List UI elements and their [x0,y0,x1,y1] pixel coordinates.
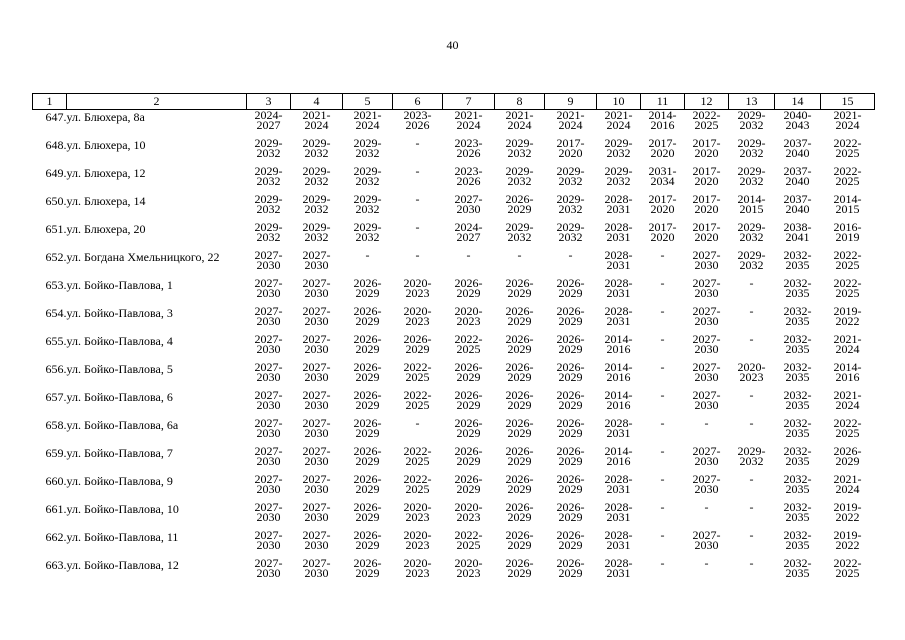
table-row [33,474,875,502]
address-cell: ул. Блюхера, 20 [66,222,146,236]
period-cell: 2027- 2030 [302,556,331,580]
period-cell: - [365,248,370,262]
column-header: 6 [393,94,443,110]
address-cell: ул. Блюхера, 8а [66,110,145,124]
period-cell: 2027- 2030 [692,276,721,300]
period-cell: 2037- 2040 [783,192,812,216]
period-cell: 2027- 2030 [302,444,331,468]
period-cell: 2022- 2025 [403,444,432,468]
period-cell: 2029- 2032 [302,192,331,216]
period-cell: 2017- 2020 [692,136,721,160]
period-cell: 2021- 2024 [505,108,534,132]
period-cell: 2026- 2029 [454,416,483,440]
period-cell: 2027- 2030 [302,416,331,440]
period-cell: 2022- 2025 [403,472,432,496]
period-cell: 2026- 2029 [353,416,382,440]
period-cell: 2027- 2030 [254,360,283,384]
period-cell: 2026- 2029 [505,556,534,580]
row-number: 658. [45,418,67,432]
period-cell: 2027- 2030 [692,248,721,272]
period-cell: - [660,528,665,542]
period-cell: 2027- 2030 [454,192,483,216]
period-cell: 2026- 2029 [505,416,534,440]
period-cell: 2021- 2024 [833,388,862,412]
period-cell: 2028- 2031 [604,220,633,244]
period-cell: - [466,248,471,262]
table-row [33,306,875,334]
period-cell: 2026- 2029 [505,388,534,412]
period-cell: 2022- 2025 [833,416,862,440]
period-cell: - [749,528,754,542]
period-cell: 2027- 2030 [254,528,283,552]
period-cell: 2040- 2043 [783,108,812,132]
period-cell: - [660,444,665,458]
period-cell: 2027- 2030 [254,472,283,496]
period-cell: 2037- 2040 [783,164,812,188]
period-cell: 2028- 2031 [604,528,633,552]
period-cell: 2026- 2029 [556,304,585,328]
period-cell: 2027- 2030 [254,500,283,524]
table-row [33,194,875,222]
period-cell: - [660,276,665,290]
column-header: 12 [685,94,729,110]
period-cell: 2027- 2030 [302,500,331,524]
period-cell: 2020- 2023 [403,500,432,524]
period-cell: 2026- 2029 [505,472,534,496]
period-cell: 2027- 2030 [692,360,721,384]
column-header: 8 [495,94,545,110]
period-cell: - [749,304,754,318]
period-cell: 2027- 2030 [254,276,283,300]
period-cell: - [660,500,665,514]
period-cell: - [415,416,420,430]
period-cell: 2026- 2029 [353,360,382,384]
table-row [33,558,875,586]
period-cell: 2021- 2024 [604,108,633,132]
period-cell: 2029- 2032 [254,164,283,188]
column-header: 5 [343,94,393,110]
period-cell: 2027- 2030 [692,388,721,412]
period-cell: - [749,332,754,346]
table-row [33,418,875,446]
period-cell: 2017- 2020 [648,220,677,244]
period-cell: 2029- 2032 [353,164,382,188]
address-cell: ул. Бойко-Павлова, 6а [66,418,179,432]
period-cell: 2026- 2029 [454,472,483,496]
period-cell: 2026- 2029 [454,444,483,468]
table-row [33,530,875,558]
column-header: 2 [67,94,247,110]
period-cell: 2027- 2030 [302,472,331,496]
period-cell: - [660,472,665,486]
period-cell: 2026- 2029 [353,528,382,552]
period-cell: 2029- 2032 [353,192,382,216]
period-cell: 2026- 2029 [556,388,585,412]
period-cell: 2028- 2031 [604,416,633,440]
period-cell: 2031- 2034 [648,164,677,188]
page-number: 40 [446,38,459,52]
period-cell: 2014- 2015 [833,192,862,216]
row-number: 661. [45,502,67,516]
period-cell: - [749,556,754,570]
period-cell: 2022- 2025 [833,556,862,580]
period-cell: 2027- 2030 [302,360,331,384]
table-row [33,390,875,418]
period-cell: 2027- 2030 [692,444,721,468]
period-cell: 2029- 2032 [302,220,331,244]
column-header: 15 [821,94,875,110]
period-cell: 2029- 2032 [737,248,766,272]
period-cell: 2028- 2031 [604,472,633,496]
period-cell: 2028- 2031 [604,276,633,300]
column-header: 7 [443,94,495,110]
column-header: 4 [291,94,343,110]
period-cell: 2028- 2031 [604,192,633,216]
period-cell: 2021- 2024 [833,108,862,132]
period-cell: 2028- 2031 [604,248,633,272]
address-cell: ул. Бойко-Павлова, 4 [66,334,173,348]
row-number: 657. [45,390,67,404]
period-cell: 2021- 2024 [833,332,862,356]
period-cell: 2026- 2029 [505,360,534,384]
period-cell: 2022- 2025 [403,388,432,412]
period-cell: 2022- 2025 [692,108,721,132]
period-cell: 2019- 2022 [833,304,862,328]
period-cell: 2026- 2029 [556,556,585,580]
period-cell: 2022- 2025 [833,248,862,272]
period-cell: - [704,416,709,430]
table-row [33,362,875,390]
period-cell: 2027- 2030 [302,304,331,328]
period-cell: 2026- 2029 [454,360,483,384]
period-cell: 2023- 2026 [403,108,432,132]
period-cell: 2027- 2030 [302,388,331,412]
period-cell: 2029- 2032 [737,220,766,244]
period-cell: 2028- 2031 [604,556,633,580]
period-cell: 2032- 2035 [783,472,812,496]
period-cell: 2028- 2031 [604,304,633,328]
row-number: 648. [45,138,67,152]
period-cell: 2028- 2031 [604,500,633,524]
period-cell: 2026- 2029 [353,500,382,524]
column-header: 10 [597,94,641,110]
period-cell: 2021- 2024 [353,108,382,132]
period-cell: 2014- 2016 [833,360,862,384]
address-cell: ул. Богдана Хмельницкого, 22 [66,250,220,264]
row-number: 659. [45,446,67,460]
period-cell: 2032- 2035 [783,444,812,468]
period-cell: - [749,500,754,514]
period-cell: 2026- 2029 [505,276,534,300]
period-cell: 2024- 2027 [454,220,483,244]
period-cell: 2029- 2032 [604,136,633,160]
address-cell: ул. Бойко-Павлова, 11 [66,530,179,544]
period-cell: 2027- 2030 [302,276,331,300]
period-cell: 2023- 2026 [454,136,483,160]
table-body [33,110,875,587]
period-cell: - [415,136,420,150]
row-number: 649. [45,166,67,180]
column-header: 3 [247,94,291,110]
period-cell: 2026- 2029 [556,360,585,384]
period-cell: 2021- 2024 [833,472,862,496]
table-row [33,334,875,362]
period-cell: 2020- 2023 [403,304,432,328]
period-cell: 2026- 2029 [454,388,483,412]
row-number: 660. [45,474,67,488]
period-cell: 2026- 2029 [505,304,534,328]
period-cell: 2019- 2022 [833,528,862,552]
period-cell: 2029- 2032 [254,192,283,216]
row-number: 662. [45,530,67,544]
period-cell: 2026- 2029 [556,444,585,468]
period-cell: - [749,388,754,402]
period-cell: - [660,388,665,402]
period-cell: 2027- 2030 [254,248,283,272]
table-row [33,250,875,278]
period-cell: 2026- 2029 [556,416,585,440]
period-cell: 2026- 2029 [833,444,862,468]
period-cell: 2021- 2024 [454,108,483,132]
period-cell: 2027- 2030 [254,556,283,580]
period-cell: 2016- 2019 [833,220,862,244]
period-cell: 2017- 2020 [692,192,721,216]
period-cell: 2029- 2032 [254,220,283,244]
row-number: 647. [45,110,67,124]
period-cell: 2026- 2029 [556,528,585,552]
period-cell: 2014- 2016 [604,388,633,412]
period-cell: 2022- 2025 [454,332,483,356]
period-cell: 2027- 2030 [254,304,283,328]
period-cell: 2026- 2029 [556,500,585,524]
period-cell: 2017- 2020 [692,164,721,188]
table-row [33,222,875,250]
address-cell: ул. Блюхера, 10 [66,138,146,152]
period-cell: 2029- 2032 [556,164,585,188]
period-cell: 2022- 2025 [833,276,862,300]
period-cell: 2014- 2015 [737,192,766,216]
period-cell: 2027- 2030 [302,248,331,272]
period-cell: 2032- 2035 [783,304,812,328]
period-cell: 2026- 2029 [353,556,382,580]
period-cell: 2026- 2029 [505,444,534,468]
period-cell: 2022- 2025 [403,360,432,384]
period-cell: 2014- 2016 [604,332,633,356]
period-cell: 2020- 2023 [403,276,432,300]
period-cell: 2029- 2032 [737,108,766,132]
period-cell: 2029- 2032 [556,192,585,216]
period-cell: - [660,360,665,374]
period-cell: 2026- 2029 [403,332,432,356]
table-row [33,138,875,166]
period-cell: - [704,556,709,570]
period-cell: 2017- 2020 [556,136,585,160]
period-cell: 2021- 2024 [556,108,585,132]
period-cell: 2026- 2029 [505,528,534,552]
period-cell: - [660,416,665,430]
address-cell: ул. Бойко-Павлова, 6 [66,390,173,404]
period-cell: 2026- 2029 [505,500,534,524]
period-cell: - [660,304,665,318]
period-cell: 2029- 2032 [505,164,534,188]
period-cell: 2029- 2032 [737,164,766,188]
period-cell: 2032- 2035 [783,500,812,524]
address-cell: ул. Бойко-Павлова, 10 [66,502,179,516]
period-cell: 2026- 2029 [505,332,534,356]
table-row [33,110,875,139]
column-header: 14 [775,94,821,110]
row-number: 650. [45,194,67,208]
table-row [33,278,875,306]
period-cell: 2026- 2029 [353,304,382,328]
period-cell: 2014- 2016 [604,444,633,468]
period-cell: - [415,248,420,262]
period-cell: - [704,500,709,514]
period-cell: 2019- 2022 [833,500,862,524]
address-cell: ул. Бойко-Павлова, 12 [66,558,179,572]
period-cell: - [568,248,573,262]
address-cell: ул. Блюхера, 14 [66,194,146,208]
period-cell: 2032- 2035 [783,388,812,412]
period-cell: - [660,556,665,570]
period-cell: 2014- 2016 [648,108,677,132]
row-number: 653. [45,278,67,292]
period-cell: 2017- 2020 [692,220,721,244]
period-cell: 2027- 2030 [254,388,283,412]
address-cell: ул. Бойко-Павлова, 9 [66,474,173,488]
row-number: 652. [45,250,67,264]
period-cell: 2032- 2035 [783,332,812,356]
period-cell: 2027- 2030 [302,332,331,356]
period-cell: - [415,192,420,206]
row-number: 651. [45,222,67,236]
period-cell: 2020- 2023 [454,556,483,580]
period-cell: 2022- 2025 [833,164,862,188]
period-cell: 2027- 2030 [692,528,721,552]
table-row [33,446,875,474]
row-number: 663. [45,558,67,572]
period-cell: 2029- 2032 [302,164,331,188]
period-cell: 2023- 2026 [454,164,483,188]
address-cell: ул. Бойко-Павлова, 1 [66,278,173,292]
period-cell: 2027- 2030 [254,332,283,356]
period-cell: 2027- 2030 [254,416,283,440]
period-cell: 2017- 2020 [648,136,677,160]
period-cell: 2029- 2032 [505,220,534,244]
period-cell: 2026- 2029 [556,472,585,496]
period-cell: - [415,220,420,234]
row-number: 655. [45,334,67,348]
period-cell: 2026- 2029 [353,472,382,496]
period-cell: 2032- 2035 [783,276,812,300]
period-cell: 2026- 2029 [353,388,382,412]
period-cell: 2026- 2029 [505,192,534,216]
period-cell: 2027- 2030 [302,528,331,552]
period-cell: 2026- 2029 [556,276,585,300]
period-cell: 2032- 2035 [783,556,812,580]
period-cell: 2020- 2023 [737,360,766,384]
address-cell: ул. Бойко-Павлова, 5 [66,362,173,376]
period-cell: 2032- 2035 [783,360,812,384]
period-cell: 2020- 2023 [403,528,432,552]
period-cell: 2029- 2032 [254,136,283,160]
period-cell: 2029- 2032 [737,136,766,160]
period-cell: 2022- 2025 [454,528,483,552]
period-cell: 2038- 2041 [783,220,812,244]
period-cell: - [749,276,754,290]
period-cell: 2029- 2032 [604,164,633,188]
period-cell: 2029- 2032 [302,136,331,160]
schedule-table [32,93,875,586]
period-cell: - [660,248,665,262]
period-cell: 2026- 2029 [353,444,382,468]
period-cell: 2029- 2032 [556,220,585,244]
period-cell: 2032- 2035 [783,416,812,440]
period-cell: - [660,332,665,346]
period-cell: 2037- 2040 [783,136,812,160]
period-cell: 2029- 2032 [353,136,382,160]
period-cell: 2029- 2032 [505,136,534,160]
period-cell: 2020- 2023 [454,500,483,524]
column-header: 11 [641,94,685,110]
table-row [33,502,875,530]
period-cell: 2027- 2030 [692,304,721,328]
period-cell: - [749,416,754,430]
period-cell: 2027- 2030 [692,472,721,496]
column-header: 13 [729,94,775,110]
column-header: 1 [33,94,67,110]
period-cell: 2026- 2029 [353,332,382,356]
period-cell: 2027- 2030 [254,444,283,468]
row-number: 654. [45,306,67,320]
period-cell: 2022- 2025 [833,136,862,160]
address-cell: ул. Бойко-Павлова, 3 [66,306,173,320]
period-cell: 2026- 2029 [353,276,382,300]
period-cell: 2027- 2030 [692,332,721,356]
period-cell: 2014- 2016 [604,360,633,384]
period-cell: 2020- 2023 [454,304,483,328]
period-cell: 2032- 2035 [783,248,812,272]
address-cell: ул. Бойко-Павлова, 7 [66,446,173,460]
period-cell: 2020- 2023 [403,556,432,580]
period-cell: 2026- 2029 [556,332,585,356]
period-cell: 2029- 2032 [353,220,382,244]
address-cell: ул. Блюхера, 12 [66,166,146,180]
period-cell: 2024- 2027 [254,108,283,132]
period-cell: - [517,248,522,262]
period-cell: 2029- 2032 [737,444,766,468]
period-cell: 2026- 2029 [454,276,483,300]
period-cell: - [415,164,420,178]
period-cell: 2017- 2020 [648,192,677,216]
period-cell: 2032- 2035 [783,528,812,552]
period-cell: 2021- 2024 [302,108,331,132]
period-cell: - [749,472,754,486]
row-number: 656. [45,362,67,376]
table-row [33,166,875,194]
column-header: 9 [545,94,597,110]
